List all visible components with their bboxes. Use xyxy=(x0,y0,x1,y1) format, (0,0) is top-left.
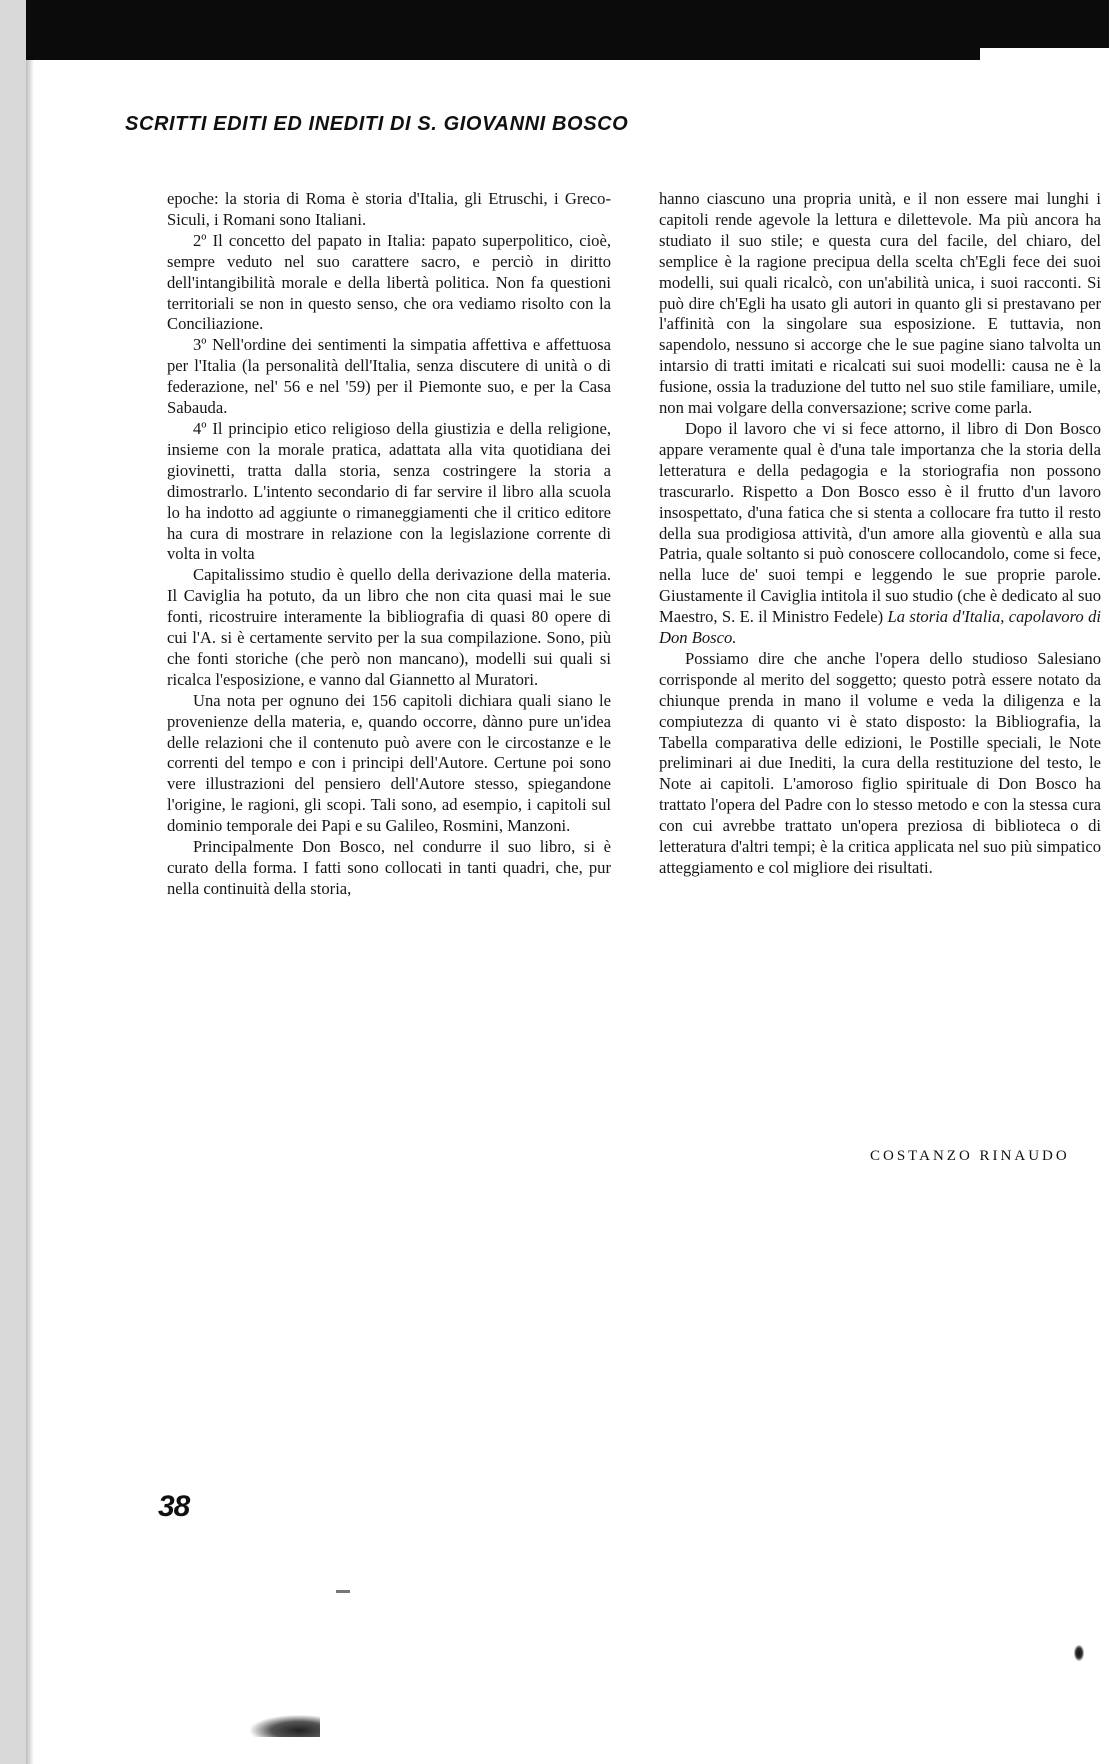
paragraph: Possiamo dire che anche l'opera dello studioso Salesiano corrisponde al merito del soggetto; questo potrà essere notato da chiunque prenda in mano il volume e veda la diligenza e la compiutezza di quanto vi è stato disposto: la Bibliografia, la Tabella comparativa delle edizioni, le Postille speciali, le Note preliminari ai due Inediti, la cura della restituzione del testo, le Note ai capitoli. L'amoroso figlio spirituale di Don Bosco ha trattato l'opera del Padre con lo stesso metodo e con la stessa cura con cui avrebbe trattato un'opera preziosa di biblioteca o di letteratura d'altri tempi; è la critica applicata nel suo più simpatico atteggiamento e col migliore dei risultati. xyxy=(659,648,1101,877)
author-signature: COSTANZO RINAUDO xyxy=(870,1148,1070,1164)
paragraph: Principalmente Don Bosco, nel condurre il suo libro, si è curato della forma. I fatti sono collocati in tanti quadri, che, pur nella continuità della storia, xyxy=(167,837,611,898)
book-title: La storia d'Italia, capolavoro di Don Bosco. xyxy=(659,607,1101,648)
scan-border-left xyxy=(0,0,26,1764)
running-head: SCRITTI EDITI ED INEDITI DI S. GIOVANNI BOSCO xyxy=(125,113,629,135)
right-column xyxy=(659,189,1101,879)
scan-artifact xyxy=(1074,1645,1084,1661)
paragraph-text: Dopo il lavoro che vi si fece attorno, il libro di Don Bosco appare veramente qual è d'una tale importanza che la storia della letteratura e della pedagogia e la storiografia non possono trascurarlo. Rispetto a Don Bosco esso è il frutto d'un lavoro insospettato, d'una fatica che si stenta a collocare fra tutto il resto della sua prodigiosa attività, d'un amore alla gioventù e alla sua Patria, quale soltanto si può conoscere collocandolo, come si fece, nella luce de' suoi tempi e leggendo le sue proprie parole. Giustamente il Caviglia intitola il suo studio (che è dedicato al suo Maestro, S. E. il Ministro Fedele) xyxy=(659,418,1101,627)
page-number: 38 xyxy=(158,1490,190,1523)
scan-border-top-right xyxy=(980,0,1109,48)
paragraph: 4º Il principio etico religioso della giustizia e della religione, insieme con la morale pratica, adattata alla vita quotidiana dei giovinetti, tratta dalla storia, senza costringere la storia a dimostrarlo. L'intento secondario di far servire il libro alla scuola lo ha indotto ad aggiunte o rimaneggiamenti che il critico editore ha cura di mostrare in relazione con la legislazione corrente di volta in volta xyxy=(167,418,611,564)
scan-artifact xyxy=(250,1715,320,1737)
paragraph: 3º Nell'ordine dei sentimenti la simpatia affettiva e affettuosa per l'Italia (la personalità dell'Italia, senza discutere di unità o di federazione, nel' 56 e nel '59) per il Piemonte suo, e per la Casa Sabauda. xyxy=(167,335,611,418)
paragraph: epoche: la storia di Roma è storia d'Italia, gli Etruschi, i Greco-Siculi, i Romani sono Italiani. xyxy=(167,189,611,229)
paragraph xyxy=(659,419,1101,649)
paragraph: hanno ciascuno una propria unità, e il non essere mai lunghi i capitoli rende agevole la lettura e dilettevole. Ma più ancora ha studiato il suo stile; e questa cura del facile, del chiaro, del semplice è la ragione precipua della scelta ch'Egli fece dei suoi modelli, sui quali ricalcò, con un'abilità unica, i suoi racconti. Si può dire ch'Egli ha usato gli autori in quanto gli si prestavano per l'affinità con la singolare sua esposizione. E tuttavia, non sapendolo, nessuno si accorge che le sue pagine siano talvolta un intarsio di tratti imitati e ricalcati sui suoi modelli: causa ne è la fusione, ossia la traduzione del tutto nel suo stile familiare, umile, non mai volgare della conversazione; scrive come parla. xyxy=(659,189,1101,418)
scan-artifact xyxy=(336,1590,350,1593)
paragraph: 2º Il concetto del papato in Italia: papato superpolitico, cioè, sempre veduto nel suo carattere sacro, e perciò in diritto dell'intangibilità morale e della libertà politica. Non fa questioni territoriali se non in questo senso, che ora vediamo risolto con la Conciliazione. xyxy=(167,230,611,334)
paragraph: Una nota per ognuno dei 156 capitoli dichiara quali siano le provenienze della materia, e, quando occorre, dànno pure un'idea delle relazioni che il contenuto può avere con le circostanze e le correnti del tempo e con i principi dell'Autore. Certune poi sono vere illustrazioni del pensiero dell'Autore stesso, spiegandone l'origine, le ragioni, gli scopi. Tali sono, ad esempio, i capitoli sul dominio temporale dei Papi e su Galileo, Rosmini, Manzoni. xyxy=(167,690,611,836)
scan-border-top xyxy=(0,0,980,60)
left-column xyxy=(167,189,611,900)
page-gutter-shadow xyxy=(26,60,34,1764)
paragraph: Capitalissimo studio è quello della derivazione della materia. Il Caviglia ha potuto, da un libro che non cita quasi mai le sue fonti, ricostruire interamente la bibliografia di quasi 80 opere di cui l'A. si è certamente servito per la sua compilazione. Sono, più che fonti storiche (che però non mancano), modelli sui quali si ricalca l'esposizione, e vanno dal Giannetto al Muratori. xyxy=(167,565,611,689)
